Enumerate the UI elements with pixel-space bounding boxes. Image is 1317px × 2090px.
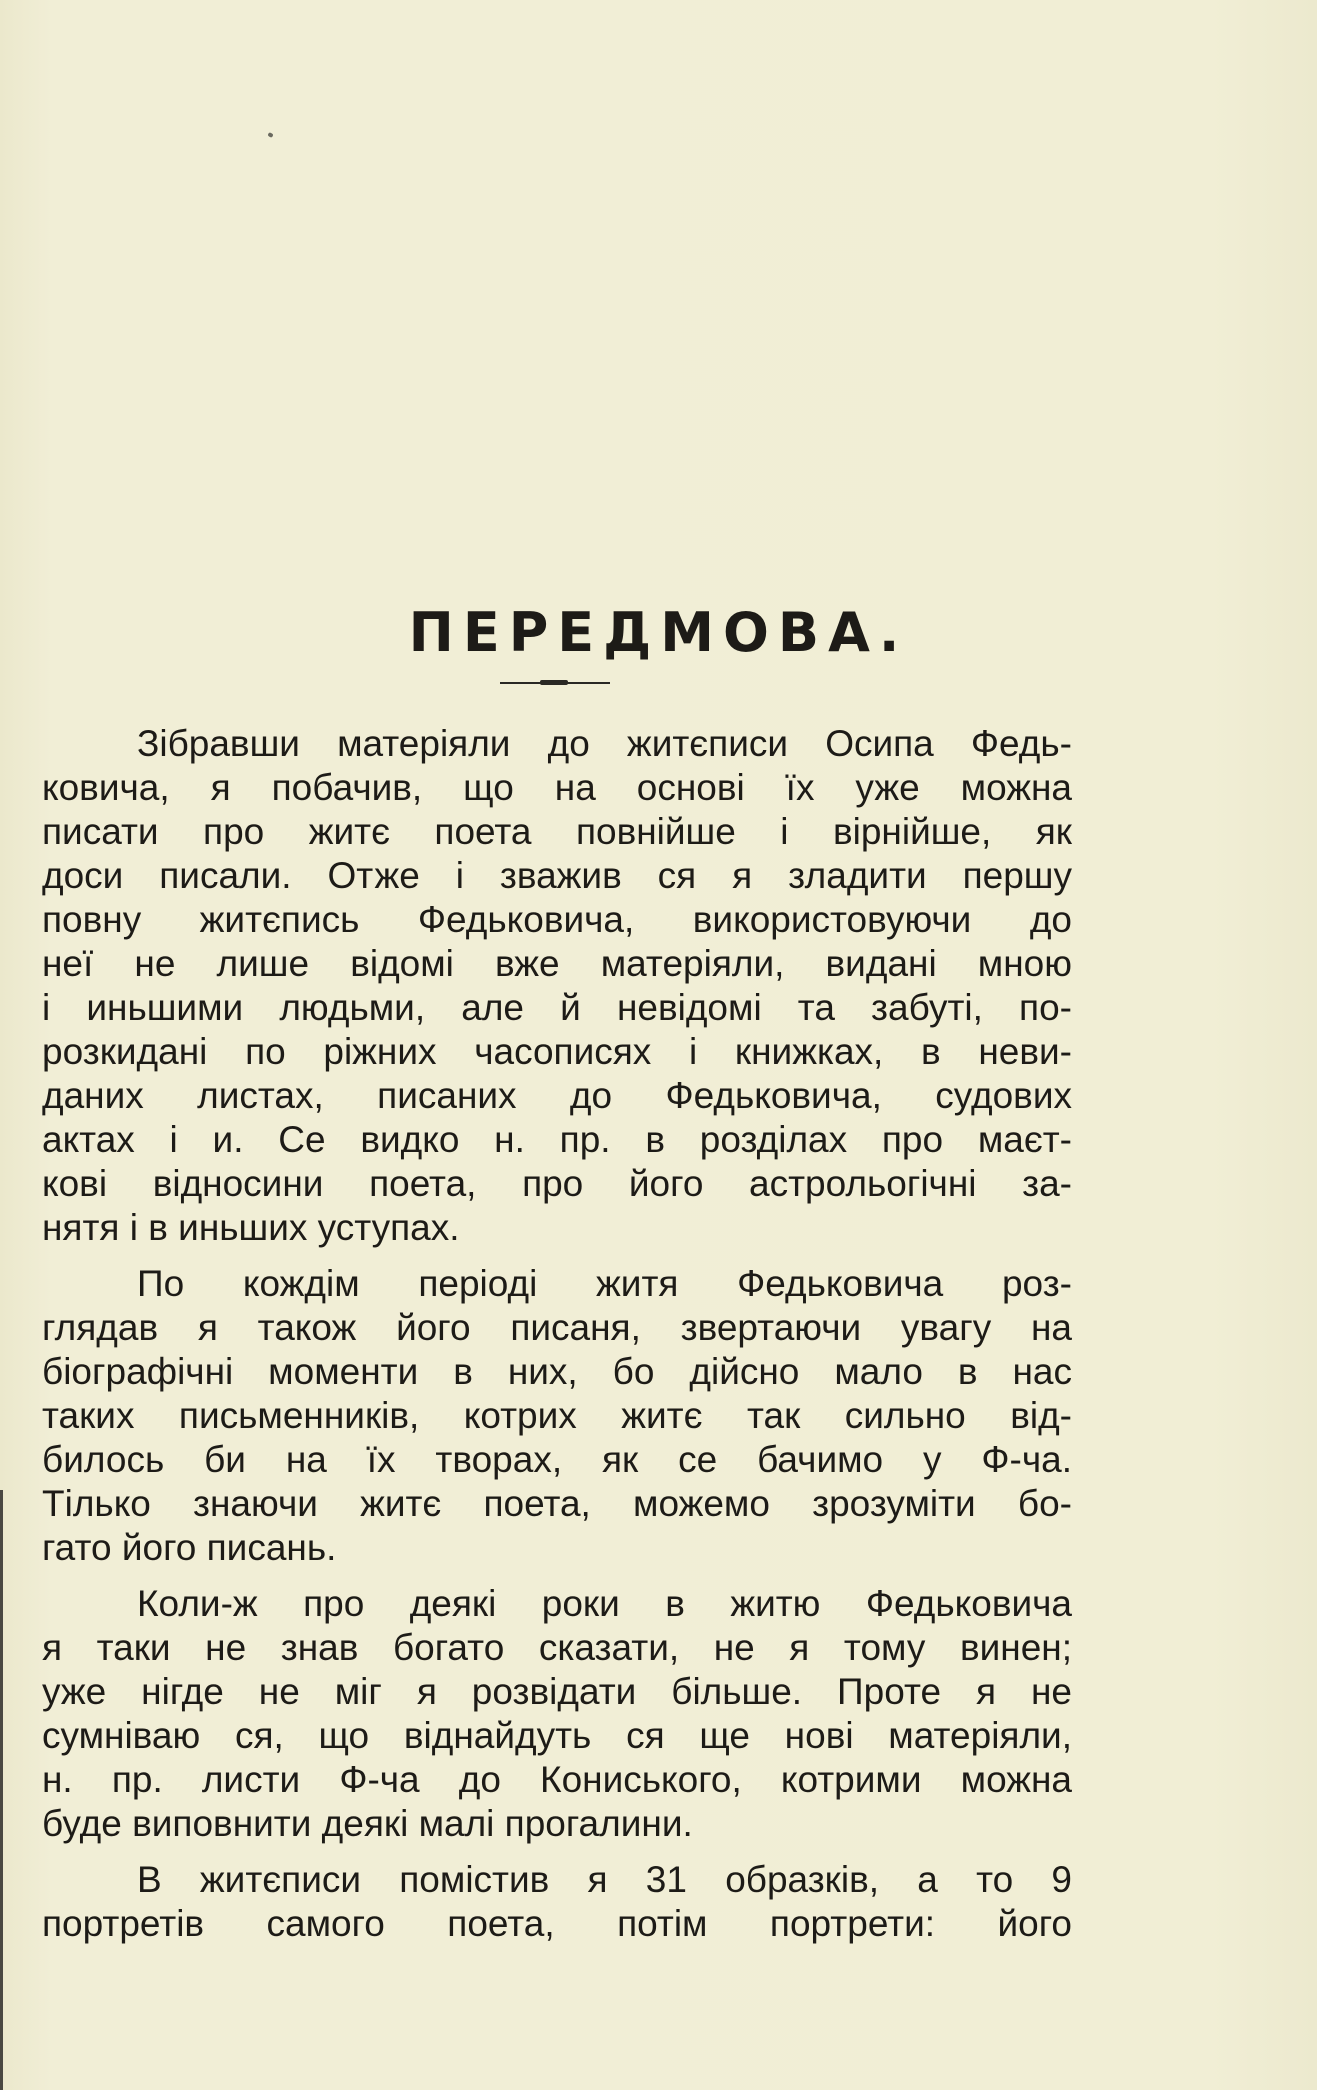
text-line: По кождім періоді житя Федьковича роз- <box>137 1263 1072 1304</box>
paragraph-2 <box>42 1262 1072 1570</box>
text-line: гато його писань. <box>42 1527 337 1568</box>
page-edge-shadow <box>0 1490 3 2090</box>
text-line: неї не лише відомі вже матеріяли, видані мною <box>42 943 1072 984</box>
text-line: доси писали. Отже і зважив ся я зладити першу <box>42 855 1072 896</box>
text-line: уже нігде не міг я розвідати більше. Проте я не <box>42 1671 1072 1712</box>
paragraph-4 <box>42 1858 1072 1946</box>
text-line: портретів самого поета, потім портрети: його <box>42 1903 1072 1944</box>
ink-speck <box>267 132 273 138</box>
text-line: і иньшими людьми, але й невідомі та забуті, по- <box>42 987 1072 1028</box>
text-line: нятя і в иньших уступах. <box>42 1207 460 1248</box>
text-line: повну житєпись Федьковича, використовуючи до <box>42 899 1072 940</box>
paragraph-3 <box>42 1582 1072 1846</box>
body-text <box>42 722 1072 1958</box>
text-line: В житєписи помістив я 31 образків, а то 9 <box>137 1859 1072 1900</box>
text-line: таких письменників, котрих житє так сильно від- <box>42 1395 1072 1436</box>
text-line: н. пр. листи Ф-ча до Кониського, котрими можна <box>42 1759 1072 1800</box>
text-line: сумніваю ся, що віднайдуть ся ще нові матеріяли, <box>42 1715 1072 1756</box>
page-title: ПЕРЕДМОВА. <box>408 601 909 664</box>
text-line: даних листах, писаних до Федьковича, судових <box>42 1075 1072 1116</box>
text-line: писати про житє поета повнійше і вірнійше, як <box>42 811 1072 852</box>
text-line: Тілько знаючи житє поета, можемо зрозуміти бо- <box>42 1483 1072 1524</box>
text-line: Коли-ж про деякі роки в житю Федьковича <box>137 1583 1072 1624</box>
text-line: я таки не знав богато сказати, не я тому винен; <box>42 1627 1072 1668</box>
text-line: глядав я також його писаня, звертаючи увагу на <box>42 1307 1072 1348</box>
paragraph-1 <box>42 722 1072 1250</box>
title-ornament-rule <box>500 682 610 684</box>
text-line: буде виповнити деякі малі прогалини. <box>42 1803 693 1844</box>
text-line: ковича, я побачив, що на основі їх уже можна <box>42 767 1072 808</box>
text-line: кові відносини поета, про його астрольогічні за- <box>42 1163 1072 1204</box>
text-line: актах і и. Се видко н. пр. в розділах про маєт- <box>42 1119 1072 1160</box>
title-ornament-center <box>540 680 568 685</box>
text-line: розкидані по ріжних часописях і книжках, в неви- <box>42 1031 1072 1072</box>
text-line: Зібравши матеріяли до житєписи Осипа Федь- <box>137 723 1072 764</box>
text-line: біографічні моменти в них, бо дійсно мало в нас <box>42 1351 1072 1392</box>
text-line: билось би на їх творах, як се бачимо у Ф-ча. <box>42 1439 1072 1480</box>
